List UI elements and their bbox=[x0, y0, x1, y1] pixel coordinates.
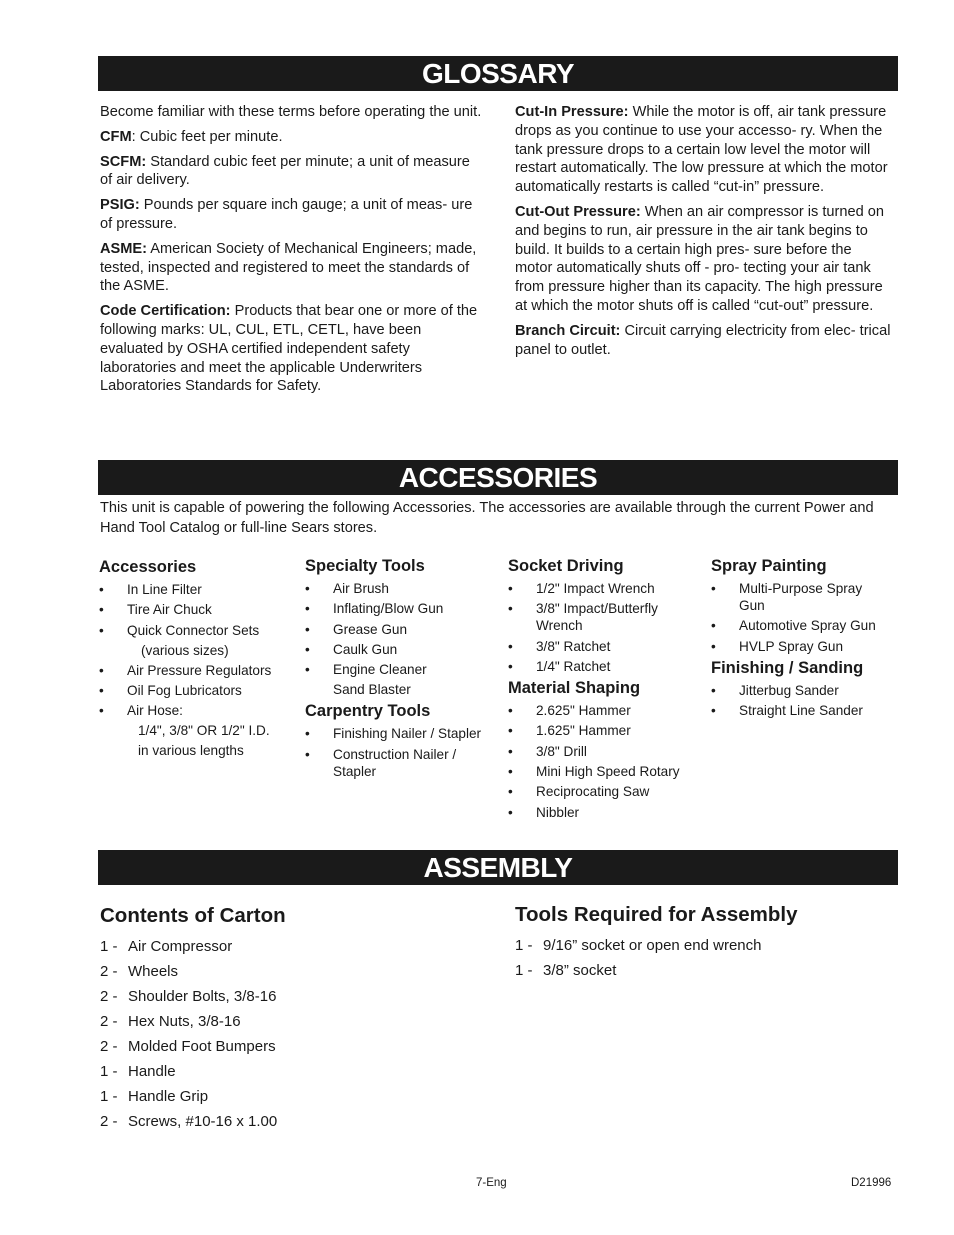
list-item: • Grease Gun bbox=[305, 621, 408, 637]
list-item: • 2.625" Hammer bbox=[508, 703, 631, 719]
list-item: • In Line Filter bbox=[99, 582, 202, 597]
list-item: 1 - Handle Grip bbox=[100, 1088, 209, 1105]
list-item: 1 - Handle bbox=[100, 1063, 176, 1080]
list-item: • Finishing Nailer / Stapler bbox=[305, 726, 482, 742]
list-item: • Construction Nailer / Stapler bbox=[305, 746, 457, 779]
glossary-title: GLOSSARY bbox=[421, 58, 575, 89]
accessory-list bbox=[508, 580, 698, 675]
glossary-banner bbox=[98, 56, 898, 91]
accessory-list bbox=[711, 682, 896, 719]
accessories-banner bbox=[98, 460, 898, 495]
list-item: • Multi-Purpose Spray Gun bbox=[711, 581, 863, 613]
accessory-group-heading: Socket Driving bbox=[508, 557, 624, 575]
glossary-entry: Code Certification: Products that bear one or more of the following marks: UL, CUL, ETL, CETL, have been evaluated by OSHA certified independent safety laboratories and meet the applicable Underwriters Laboratories Standards for Safety. bbox=[100, 303, 478, 395]
accessory-group-heading: Finishing / Sanding bbox=[711, 658, 864, 677]
tools-required-list bbox=[515, 937, 761, 987]
glossary-entry: Branch Circuit: Circuit carrying electricity from elec- trical panel to outlet. bbox=[515, 322, 891, 358]
list-item: • Engine Cleaner Sand Blaster bbox=[305, 662, 427, 698]
glossary-entry: PSIG: Pounds per square inch gauge; a unit of meas- ure of pressure. bbox=[100, 197, 473, 232]
document-code: D21996 bbox=[851, 1177, 892, 1189]
list-item: • Mini High Speed Rotary bbox=[508, 764, 680, 780]
list-item: • Jitterbug Sander bbox=[711, 682, 839, 698]
accessories-column bbox=[99, 557, 289, 763]
list-item: • 1.625" Hammer bbox=[508, 723, 631, 739]
list-item: • Straight Line Sander bbox=[711, 703, 863, 719]
list-item: • Quick Connector Sets (various sizes) bbox=[99, 622, 260, 658]
list-item: 2 - Screws, #10-16 x 1.00 bbox=[100, 1113, 278, 1130]
accessories-intro: This unit is capable of powering the following Accessories. The accessories are available through the current Power and Hand Tool Catalog or full-line Sears stores. bbox=[100, 500, 874, 536]
accessories-title: ACCESSORIES bbox=[398, 462, 598, 493]
glossary-entry: Become familiar with these terms before operating the unit. bbox=[100, 104, 482, 120]
list-item: • 3/8" Impact/Butterfly Wrench bbox=[508, 601, 658, 634]
list-item: 2 - Molded Foot Bumpers bbox=[100, 1038, 276, 1055]
list-item: 2 - Shoulder Bolts, 3/8-16 bbox=[100, 988, 277, 1005]
list-item: • Inflating/Blow Gun bbox=[305, 601, 444, 617]
glossary-entry: SCFM: Standard cubic feet per minute; a unit of measure of air delivery. bbox=[100, 153, 470, 189]
list-item: • Caulk Gun bbox=[305, 641, 398, 657]
accessory-group-heading: Specialty Tools bbox=[305, 557, 425, 575]
glossary-entry: CFM: Cubic feet per minute. bbox=[100, 128, 283, 145]
assembly-banner bbox=[98, 850, 898, 885]
glossary-entry: ASME: American Society of Mechanical Engineers; made, tested, inspected and registered to meet the standards of the ASME. bbox=[100, 240, 477, 295]
list-item: • Reciprocating Saw bbox=[508, 784, 650, 800]
page-number: 7-Eng bbox=[476, 1177, 507, 1189]
list-item: 1 - Air Compressor bbox=[100, 938, 233, 955]
list-item: • Automotive Spray Gun bbox=[711, 618, 876, 634]
list-item: 1 - 9/16” socket or open end wrench bbox=[515, 937, 762, 954]
accessory-list bbox=[508, 702, 698, 820]
accessory-group-heading: Spray Painting bbox=[711, 557, 827, 575]
list-item: • Air Pressure Regulators bbox=[99, 662, 272, 678]
accessories-column bbox=[508, 556, 698, 824]
glossary-left-column bbox=[100, 103, 485, 402]
contents-of-carton-heading: Contents of Carton bbox=[100, 904, 286, 927]
accessory-list bbox=[711, 580, 896, 655]
list-item: • Air Hose: 1/4", 3/8" OR 1/2" I.D. in various lengths bbox=[99, 703, 270, 759]
list-item: • Tire Air Chuck bbox=[99, 602, 212, 618]
accessory-list bbox=[305, 725, 500, 779]
glossary-entry: Cut-In Pressure: While the motor is off, air tank pressure drops as you continue to use your accesso- ry. When the tank pressure drops to a certain low level the motor will restart automatically. The low pressure at which the motor automatically restarts is called “cut-in” pressure. bbox=[515, 104, 888, 196]
glossary-right-column bbox=[515, 103, 893, 365]
tools-required-heading: Tools Required for Assembly bbox=[515, 903, 798, 926]
list-item: • 1/4" Ratchet bbox=[508, 658, 611, 674]
accessory-list bbox=[305, 580, 500, 698]
list-item: • Nibbler bbox=[508, 804, 580, 820]
accessories-column bbox=[305, 556, 500, 783]
glossary-entry: Cut-Out Pressure: When an air compressor is turned on and begins to run, air pressure in the air tank begins to build. It builds to a certain high pres- sure before the motor automatically shuts off - pro- tecting your air tank from pressure higher than its capacity. The high pressure at which the motor shuts off is called “cut-out” pressure. bbox=[515, 203, 885, 314]
list-item: • 1/2" Impact Wrench bbox=[508, 581, 655, 596]
list-item: 2 - Hex Nuts, 3/8-16 bbox=[100, 1013, 241, 1030]
assembly-title: ASSEMBLY bbox=[423, 852, 573, 883]
accessories-column bbox=[711, 556, 896, 722]
list-item: • Air Brush bbox=[305, 581, 389, 596]
carton-contents-list bbox=[100, 938, 277, 1138]
list-item: 2 - Wheels bbox=[100, 963, 179, 980]
accessory-list bbox=[99, 581, 289, 759]
accessory-group-heading: Material Shaping bbox=[508, 679, 641, 698]
accessory-group-heading: Carpentry Tools bbox=[305, 702, 431, 721]
list-item: • HVLP Spray Gun bbox=[711, 638, 844, 654]
accessory-group-heading: Accessories bbox=[99, 558, 197, 576]
list-item: • 3/8" Drill bbox=[508, 743, 587, 759]
list-item: • 3/8" Ratchet bbox=[508, 638, 611, 654]
list-item: 1 - 3/8” socket bbox=[515, 962, 617, 979]
list-item: • Oil Fog Lubricators bbox=[99, 683, 242, 699]
